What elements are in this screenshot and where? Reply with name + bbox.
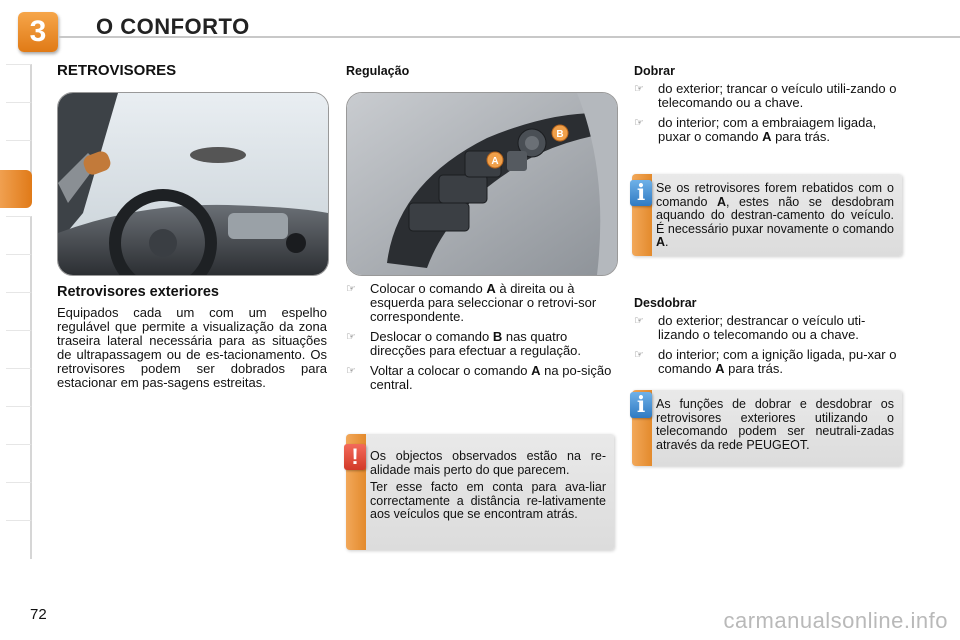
chapter-tab[interactable] bbox=[6, 444, 32, 483]
adjustment-heading: Regulação bbox=[346, 64, 410, 78]
pointing-hand-icon: ☞ bbox=[634, 315, 644, 327]
adjustment-steps bbox=[346, 282, 616, 398]
list-item: ☞ do interior; com a ignição ligada, pu-xar o comando A para trás. bbox=[634, 347, 897, 376]
list-item: ☞ Colocar o comando A à direita ou à esquerda para seleccionar o retrovi-sor correspondente. bbox=[346, 281, 597, 324]
unfold-steps bbox=[634, 314, 904, 382]
pointing-hand-icon: ☞ bbox=[346, 283, 356, 295]
chapter-tab[interactable] bbox=[6, 216, 32, 255]
chapter-tab[interactable] bbox=[6, 520, 32, 559]
label-a: A bbox=[491, 156, 499, 167]
info-icon: i bbox=[630, 180, 652, 206]
chapter-tab[interactable] bbox=[6, 482, 32, 521]
info-icon: i bbox=[630, 392, 652, 418]
pointing-hand-icon: ☞ bbox=[346, 365, 356, 377]
list-item: ☞ do exterior; trancar o veículo utili-zando o telecomando ou a chave. bbox=[634, 81, 897, 110]
page-number: 72 bbox=[30, 606, 47, 623]
info-note-remote bbox=[632, 390, 902, 466]
chapter-tab-strip bbox=[0, 64, 32, 580]
chapter-tab[interactable] bbox=[6, 64, 32, 103]
watermark: carmanualsonline.info bbox=[723, 608, 948, 633]
section-title: RETROVISORES bbox=[57, 62, 177, 79]
info-note-remote-text: As funções de dobrar e desdobrar os retrovisores exteriores utilizando o telecomando podem ser neutrali-zadas através da rede PEUGEOT. bbox=[656, 397, 894, 452]
chapter-tab[interactable] bbox=[6, 102, 32, 141]
warning-icon: ! bbox=[344, 444, 366, 470]
label-b: B bbox=[556, 129, 564, 140]
info-note-fold-text: Se os retrovisores forem rebatidos com o comando A, estes não se desdobram aquando do destran-camento do veículo. É necessário puxar novamente o comando A. bbox=[656, 181, 894, 249]
list-item: ☞ Deslocar o comando B nas quatro direcções para efectuar a regulação. bbox=[346, 329, 582, 358]
pointing-hand-icon: ☞ bbox=[634, 83, 644, 95]
car-interior-illustration bbox=[58, 93, 328, 275]
fold-steps bbox=[634, 82, 904, 150]
exterior-mirrors-description: Equipados cada um com um espelho regulável que permite a visualização da zona traseira lateral necessária para as situações de ultrapassagem ou de es-tacionamento. Os retrovisores podem ser dobrados para estacionar em pas-sagens estreitas. bbox=[57, 305, 327, 390]
list-item: ☞ do interior; com a embraiagem ligada, puxar o comando A para trás. bbox=[634, 115, 877, 144]
warning-note bbox=[346, 434, 614, 550]
chapter-tab[interactable] bbox=[6, 406, 32, 445]
page-title: O CONFORTO bbox=[96, 14, 250, 39]
chapter-tab[interactable] bbox=[6, 368, 32, 407]
mirror-control-photo bbox=[346, 92, 618, 276]
warning-note-text: Os objectos observados estão na re-alidade mais perto do que parecem. Ter esse facto em conta para ava-liar correctamente a distância re-lativamente aos veículos que se encontram atrás. bbox=[370, 449, 606, 521]
pointing-hand-icon: ☞ bbox=[634, 117, 644, 129]
list-item: ☞ Voltar a colocar o comando A na po-sição central. bbox=[346, 363, 612, 392]
chapter-tab[interactable] bbox=[6, 292, 32, 331]
pointing-hand-icon: ☞ bbox=[634, 349, 644, 361]
list-item: ☞ do exterior; destrancar o veículo uti-lizando o telecomando ou a chave. bbox=[634, 313, 866, 342]
pointing-hand-icon: ☞ bbox=[346, 331, 356, 343]
mirror-control-illustration bbox=[347, 93, 617, 275]
chapter-tab[interactable] bbox=[6, 254, 32, 293]
chapter-tab-active[interactable] bbox=[0, 170, 32, 208]
info-note-fold bbox=[632, 174, 902, 256]
chapter-number-badge: 3 bbox=[18, 12, 58, 52]
subsection-title: Retrovisores exteriores bbox=[57, 284, 219, 300]
fold-heading: Dobrar bbox=[634, 64, 675, 78]
car-interior-photo bbox=[57, 92, 329, 276]
chapter-tab[interactable] bbox=[6, 330, 32, 369]
unfold-heading: Desdobrar bbox=[634, 296, 697, 310]
